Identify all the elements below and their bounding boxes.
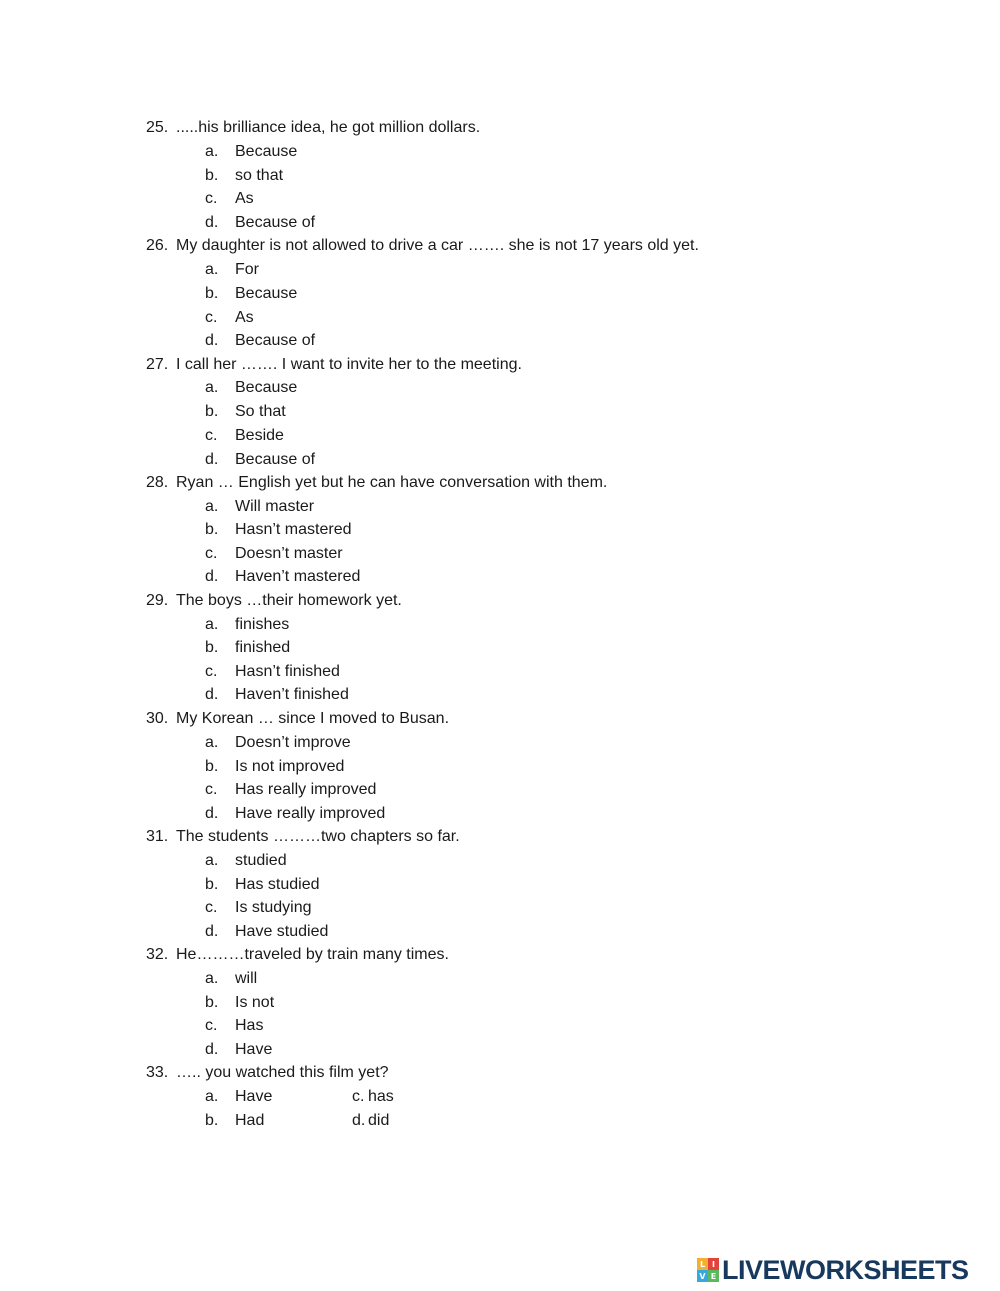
question-text: .....his brilliance idea, he got million dollars. <box>176 119 481 136</box>
option-text[interactable]: Is not improved <box>235 758 345 775</box>
option-letter: a. <box>205 1088 219 1105</box>
question-text: The students ………two chapters so far. <box>176 828 460 845</box>
option-text[interactable]: has <box>368 1088 394 1105</box>
question-text: I call her ……. I want to invite her to the meeting. <box>176 356 522 373</box>
option-text[interactable]: Haven’t finished <box>235 686 349 703</box>
option-letter: d. <box>205 805 219 822</box>
option-letter: c. <box>205 309 218 326</box>
option-text[interactable]: Have really improved <box>235 805 386 822</box>
logo-text: LIVEWORKSHEETS <box>722 1254 969 1285</box>
option-text[interactable]: Had <box>235 1112 265 1129</box>
option-letter: d. <box>205 568 219 585</box>
question-number: 27. <box>146 356 169 373</box>
option-text[interactable]: So that <box>235 403 286 420</box>
option-letter: b. <box>205 876 219 893</box>
option-letter: b. <box>205 521 219 538</box>
option-letter: d. <box>205 451 219 468</box>
question-text: He………traveled by train many times. <box>176 946 449 963</box>
option-text[interactable]: Is not <box>235 994 275 1011</box>
option-letter: c. <box>352 1088 365 1105</box>
question-text: My Korean … since I moved to Busan. <box>176 710 450 727</box>
option-letter: c. <box>205 899 218 916</box>
option-letter: b. <box>205 285 219 302</box>
option-text[interactable]: Doesn’t improve <box>235 734 351 751</box>
question-number: 29. <box>146 592 169 609</box>
option-letter: b. <box>205 403 219 420</box>
option-text[interactable]: Have <box>235 1088 273 1105</box>
question-number: 26. <box>146 237 169 254</box>
option-text[interactable]: studied <box>235 852 287 869</box>
option-text[interactable]: finishes <box>235 616 290 633</box>
option-letter: d. <box>205 923 219 940</box>
question-number: 30. <box>146 710 169 727</box>
option-text[interactable]: so that <box>235 167 284 184</box>
question-number: 25. <box>146 119 169 136</box>
option-text[interactable]: finished <box>235 639 291 656</box>
option-text[interactable]: Doesn’t master <box>235 545 343 562</box>
question-text: Ryan … English yet but he can have conversation with them. <box>176 474 608 491</box>
option-text[interactable]: Beside <box>235 427 284 444</box>
option-letter: c. <box>205 663 218 680</box>
question-number: 32. <box>146 946 169 963</box>
option-text[interactable]: will <box>235 970 258 987</box>
option-letter: b. <box>205 639 219 656</box>
question-text: ….. you watched this film yet? <box>176 1064 389 1081</box>
option-letter: b. <box>205 1112 219 1129</box>
question-number: 31. <box>146 828 169 845</box>
option-text[interactable]: Has <box>235 1017 264 1034</box>
option-text[interactable]: Because of <box>235 451 316 468</box>
option-text[interactable]: Because <box>235 143 298 160</box>
option-text[interactable]: Have <box>235 1041 273 1058</box>
logo-mark-cell: V <box>697 1270 708 1282</box>
question-text: My daughter is not allowed to drive a car ……. she is not 17 years old yet. <box>176 237 699 254</box>
option-text[interactable]: Haven’t mastered <box>235 568 361 585</box>
question-number: 28. <box>146 474 169 491</box>
option-text[interactable]: Hasn’t mastered <box>235 521 352 538</box>
option-letter: a. <box>205 379 219 396</box>
option-text[interactable]: Because <box>235 379 298 396</box>
option-letter: d. <box>205 214 219 231</box>
option-letter: c. <box>205 781 218 798</box>
option-text[interactable]: Has studied <box>235 876 320 893</box>
option-text[interactable]: did <box>368 1112 390 1129</box>
option-letter: a. <box>205 734 219 751</box>
option-letter: b. <box>205 167 219 184</box>
option-letter: a. <box>205 498 219 515</box>
option-letter: a. <box>205 970 219 987</box>
option-letter: c. <box>205 190 218 207</box>
option-text[interactable]: Because of <box>235 214 316 231</box>
liveworksheets-logo <box>697 1256 969 1284</box>
option-text[interactable]: As <box>235 309 254 326</box>
option-letter: b. <box>205 994 219 1011</box>
option-text[interactable]: Because <box>235 285 298 302</box>
option-text[interactable]: Because of <box>235 332 316 349</box>
option-letter: c. <box>205 427 218 444</box>
option-letter: c. <box>205 545 218 562</box>
option-letter: a. <box>205 852 219 869</box>
logo-mark-cell: E <box>708 1270 719 1282</box>
option-letter: d. <box>205 332 219 349</box>
option-text[interactable]: Will master <box>235 498 315 515</box>
option-letter: d. <box>352 1112 366 1129</box>
option-text[interactable]: As <box>235 190 254 207</box>
option-letter: a. <box>205 616 219 633</box>
option-text[interactable]: Has really improved <box>235 781 377 798</box>
option-text[interactable]: Is studying <box>235 899 312 916</box>
option-letter: b. <box>205 758 219 775</box>
logo-mark-cell: I <box>708 1258 719 1270</box>
option-letter: d. <box>205 686 219 703</box>
option-text[interactable]: For <box>235 261 259 278</box>
liveworksheets-mark-icon <box>697 1258 719 1282</box>
logo-mark-cell: L <box>697 1258 708 1270</box>
option-letter: a. <box>205 261 219 278</box>
option-letter: a. <box>205 143 219 160</box>
question-text: The boys …their homework yet. <box>176 592 402 609</box>
option-letter: c. <box>205 1017 218 1034</box>
option-text[interactable]: Have studied <box>235 923 329 940</box>
option-letter: d. <box>205 1041 219 1058</box>
question-number: 33. <box>146 1064 169 1081</box>
option-text[interactable]: Hasn’t finished <box>235 663 340 680</box>
